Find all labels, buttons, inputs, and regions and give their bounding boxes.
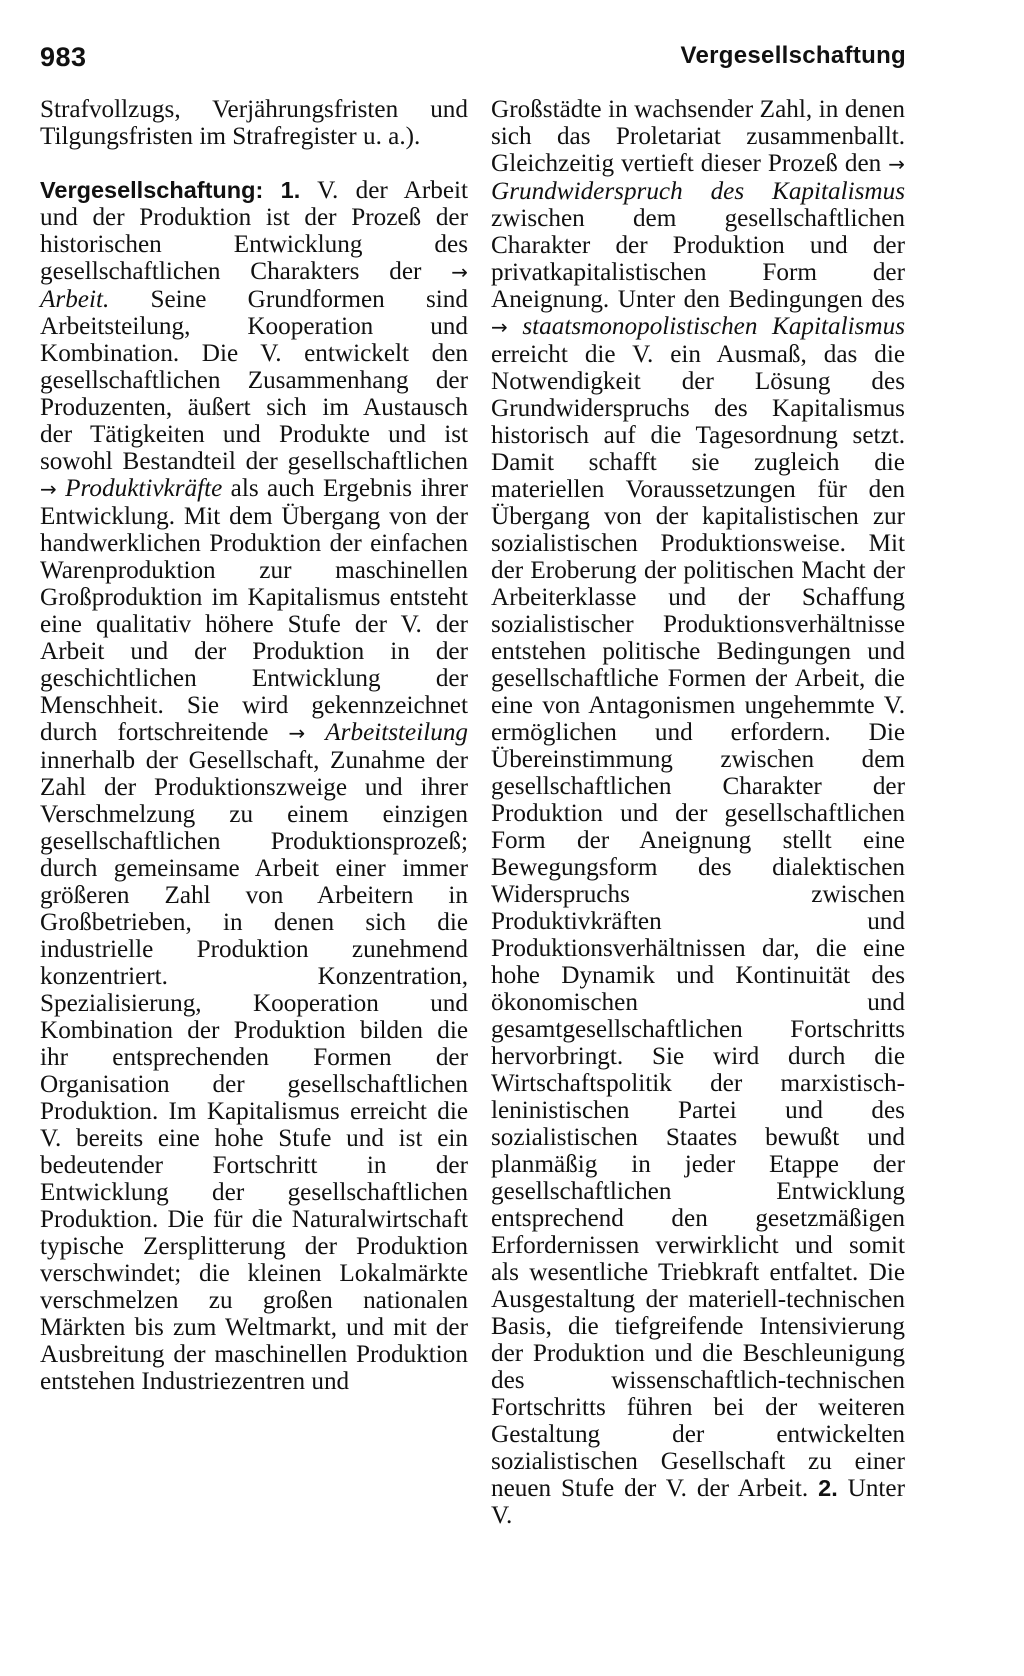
- right-column: [491, 96, 905, 1529]
- cross-reference-arrow-icon: →: [40, 477, 57, 501]
- entry-headword: Vergesellschaftung:: [40, 177, 264, 203]
- entry-text: innerhalb der Gesellschaft, Zunahme der Zahl der Produktionszweige und ihrer Verschmelzung zu einem einzigen gesellschaftlichen Produktionsprozeß; durch gemeinsame Arbeit einer immer größeren Zahl von Arbeitern in Großbetrieben, in denen sich die industrielle Produktion zunehmend konzentriert. Konzentration, Spezialisierung, Kooperation und Kombination der Produktion bilden die ihr entsprechenden Formen der Organisation der gesellschaftlichen Produktion. Im Kapitalismus erreicht die V. bereits eine hohe Stufe und ist ein bedeutender Fortschritt in der Entwicklung der gesellschaftlichen Produktion. Die für die Naturalwirtschaft typische Zersplitterung der Produktion verschwindet; die kleinen Lokalmärkte verschmelzen zu großen nationalen Märkten bis zum Weltmarkt, und mit der Ausbreitung der maschinellen Produktion entstehen Industriezentren und: [40, 747, 468, 1395]
- cross-reference-arbeit[interactable]: Arbeit.: [40, 286, 110, 313]
- sense-number-1: 1.: [280, 177, 301, 203]
- entry-text: erreicht die V. ein Ausmaß, das die Notwendigkeit der Lösung des Grundwiderspruchs des Kapitalismus historisch auf die Tagesordnung setzt. Damit schafft sie zugleich die materiellen Voraussetzungen für den Übergang von der kapitalistischen zur sozialistischen Produktionsweise. Mit der Eroberung der politischen Macht der Arbeiterklasse und der Schaffung sozialistischer Produktionsverhältnisse entstehen politische Bedingungen und gesellschaftliche Formen der Arbeit, die eine von Antagonismen ungehemmte V. ermöglichen und erfordern. Die Übereinstimmung zwischen dem gesellschaftlichen Charakter der Produktion und der gesellschaftlichen Form der Aneignung stellt eine Bewegungsform des dialektischen Widerspruchs zwischen Produktivkräften und Produktionsverhältnissen dar, die eine hohe Dynamik und Kontinuität des ökonomischen und gesamtgesellschaftlichen Fortschritts hervorbringt. Sie wird durch die Wirtschaftspolitik der marxistisch-leninistischen Partei und des sozialistischen Staates bewußt und planmäßig in jeder Etappe der gesellschaftlichen Entwicklung entsprechend den gesetzmäßigen Erfordernissen verwirklicht und somit als wesentliche Triebkraft entfaltet. Die Ausgestaltung der materiell-technischen Basis, die tiefgreifende Intensivierung der Produktion und die Beschleunigung des wissenschaftlich-technischen Fortschritts führen bei der weiteren Gestaltung der entwickelten sozialistischen Gesellschaft zu einer neuen Stufe der V. der Arbeit.: [491, 341, 905, 1502]
- running-head: Vergesellschaftung: [680, 42, 906, 69]
- entry-paragraph: [40, 177, 468, 1395]
- continuation-paragraph: Strafvollzugs, Verjährungsfristen und Tilgungsfristen im Strafregister u. a.).: [40, 96, 468, 150]
- cross-reference-grundwiderspruch[interactable]: Grundwiderspruch des Kapitalismus: [491, 178, 905, 205]
- entry-text: Großstädte in wachsender Zahl, in denen sich das Proletariat zusammenballt. Gleichzeitig vertieft dieser Prozeß den: [491, 96, 905, 177]
- entry-text: Seine Grundformen sind Arbeitsteilung, Kooperation und Kombination. Die V. entwickelt den gesellschaftlichen Zusammenhang der Produzenten, äußert sich im Austausch der Tätigkeiten und Produkte und ist sowohl Bestandteil der gesellschaftlichen: [40, 286, 468, 475]
- left-column: [40, 96, 468, 1395]
- cross-reference-arrow-icon: →: [888, 152, 905, 176]
- page-number: 983: [40, 42, 87, 72]
- entry-text: Unter V.: [491, 1475, 905, 1529]
- sense-number-2: 2.: [818, 1475, 838, 1501]
- cross-reference-stamokap[interactable]: staatsmonopolistischen Kapitalismus: [522, 313, 905, 340]
- cross-reference-arrow-icon: →: [491, 315, 508, 339]
- page-header: [40, 42, 906, 82]
- entry-text: V. der Arbeit und der Produktion ist der Prozeß der historischen Entwicklung des gesellschaftlichen Charakters der: [40, 177, 469, 285]
- cross-reference-arrow-icon: →: [288, 721, 306, 745]
- cross-reference-arbeitsteilung[interactable]: Arbeitsteilung: [325, 719, 469, 746]
- cross-reference-produktivkraefte[interactable]: Produktivkräfte: [65, 475, 223, 502]
- paragraph-gap: [40, 150, 468, 177]
- entry-text: zwischen dem gesellschaftlichen Charakter der Produktion und der privatkapitalistischen Form der Aneignung. Unter den Bedingungen des: [491, 205, 905, 313]
- cross-reference-arrow-icon: →: [451, 260, 468, 284]
- entry-text: als auch Ergebnis ihrer Entwicklung. Mit dem Übergang von der handwerklichen Produktion der einfachen Warenproduktion zur maschinellen Großproduktion im Kapitalismus entsteht eine qualitativ höhere Stufe der V. der Arbeit und der Produktion in der geschichtlichen Entwicklung der Menschheit. Sie wird gekennzeichnet durch fortschreitende: [40, 475, 468, 746]
- entry-paragraph-continued: [491, 96, 905, 1529]
